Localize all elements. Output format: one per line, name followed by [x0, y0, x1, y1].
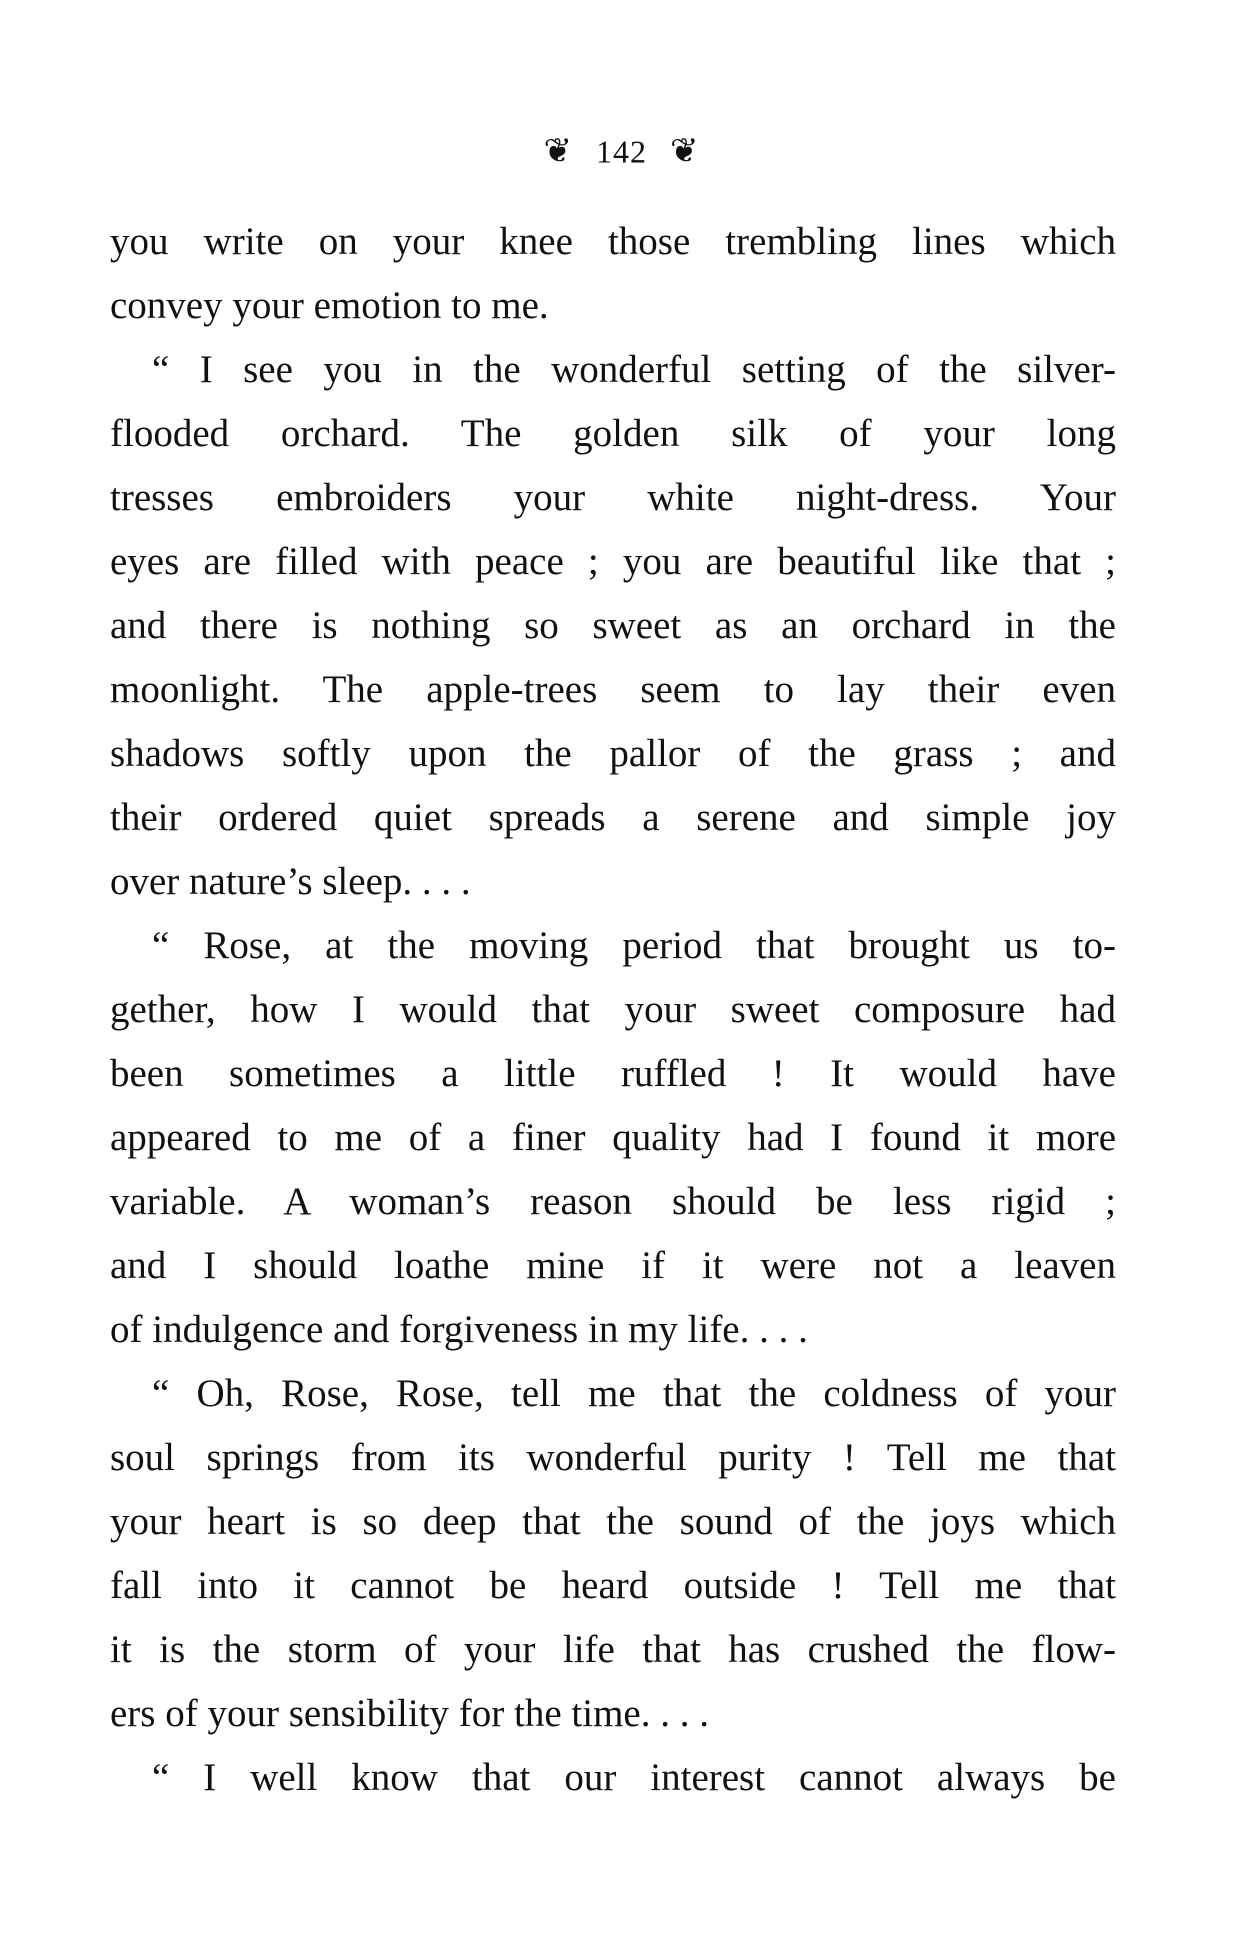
text-line: been sometimes a little ruffled ! It would have — [110, 1052, 1116, 1095]
text-line: gether, how I would that your sweet composure had — [110, 988, 1116, 1031]
text-line: soul springs from its wonderful purity ! Tell me that — [110, 1436, 1116, 1479]
fleuron-left-icon: ❦ — [543, 132, 573, 170]
text-line: and I should loathe mine if it were not a leaven — [110, 1244, 1116, 1287]
page-header — [0, 128, 1243, 172]
text-line: over nature’s sleep. . . . — [110, 860, 471, 903]
text-line: moonlight. The apple-trees seem to lay their even — [110, 668, 1116, 711]
text-line: appeared to me of a finer quality had I found it more — [110, 1116, 1116, 1159]
text-line: tresses embroiders your white night-dress. Your — [110, 476, 1116, 519]
text-line: and there is nothing so sweet as an orchard in the — [110, 604, 1116, 647]
text-line: your heart is so deep that the sound of the joys which — [110, 1500, 1116, 1543]
text-line: flooded orchard. The golden silk of your long — [110, 412, 1116, 455]
text-line: their ordered quiet spreads a serene and simple joy — [110, 796, 1116, 839]
text-line: of indulgence and forgiveness in my life. . . . — [110, 1308, 808, 1351]
text-line: eyes are filled with peace ; you are beautiful like that ; — [110, 540, 1116, 583]
text-line: you write on your knee those trembling lines which — [110, 220, 1116, 263]
page-number: 142 — [596, 133, 647, 170]
text-line: convey your emotion to me. — [110, 284, 549, 327]
fleuron-right-icon: ❦ — [670, 132, 700, 170]
text-line: “ Oh, Rose, Rose, tell me that the coldness of your — [152, 1372, 1116, 1415]
text-line: “ Rose, at the moving period that brought us to- — [152, 924, 1116, 967]
text-line: “ I see you in the wonderful setting of the silver- — [152, 348, 1116, 391]
text-line: shadows softly upon the pallor of the grass ; and — [110, 732, 1116, 775]
text-line: fall into it cannot be heard outside ! Tell me that — [110, 1564, 1116, 1607]
text-line: “ I well know that our interest cannot always be — [152, 1756, 1116, 1799]
text-line: ers of your sensibility for the time. . . . — [110, 1692, 709, 1735]
text-line: variable. A woman’s reason should be less rigid ; — [110, 1180, 1116, 1223]
body-text — [110, 210, 1116, 1810]
text-line: it is the storm of your life that has crushed the flow- — [110, 1628, 1116, 1671]
